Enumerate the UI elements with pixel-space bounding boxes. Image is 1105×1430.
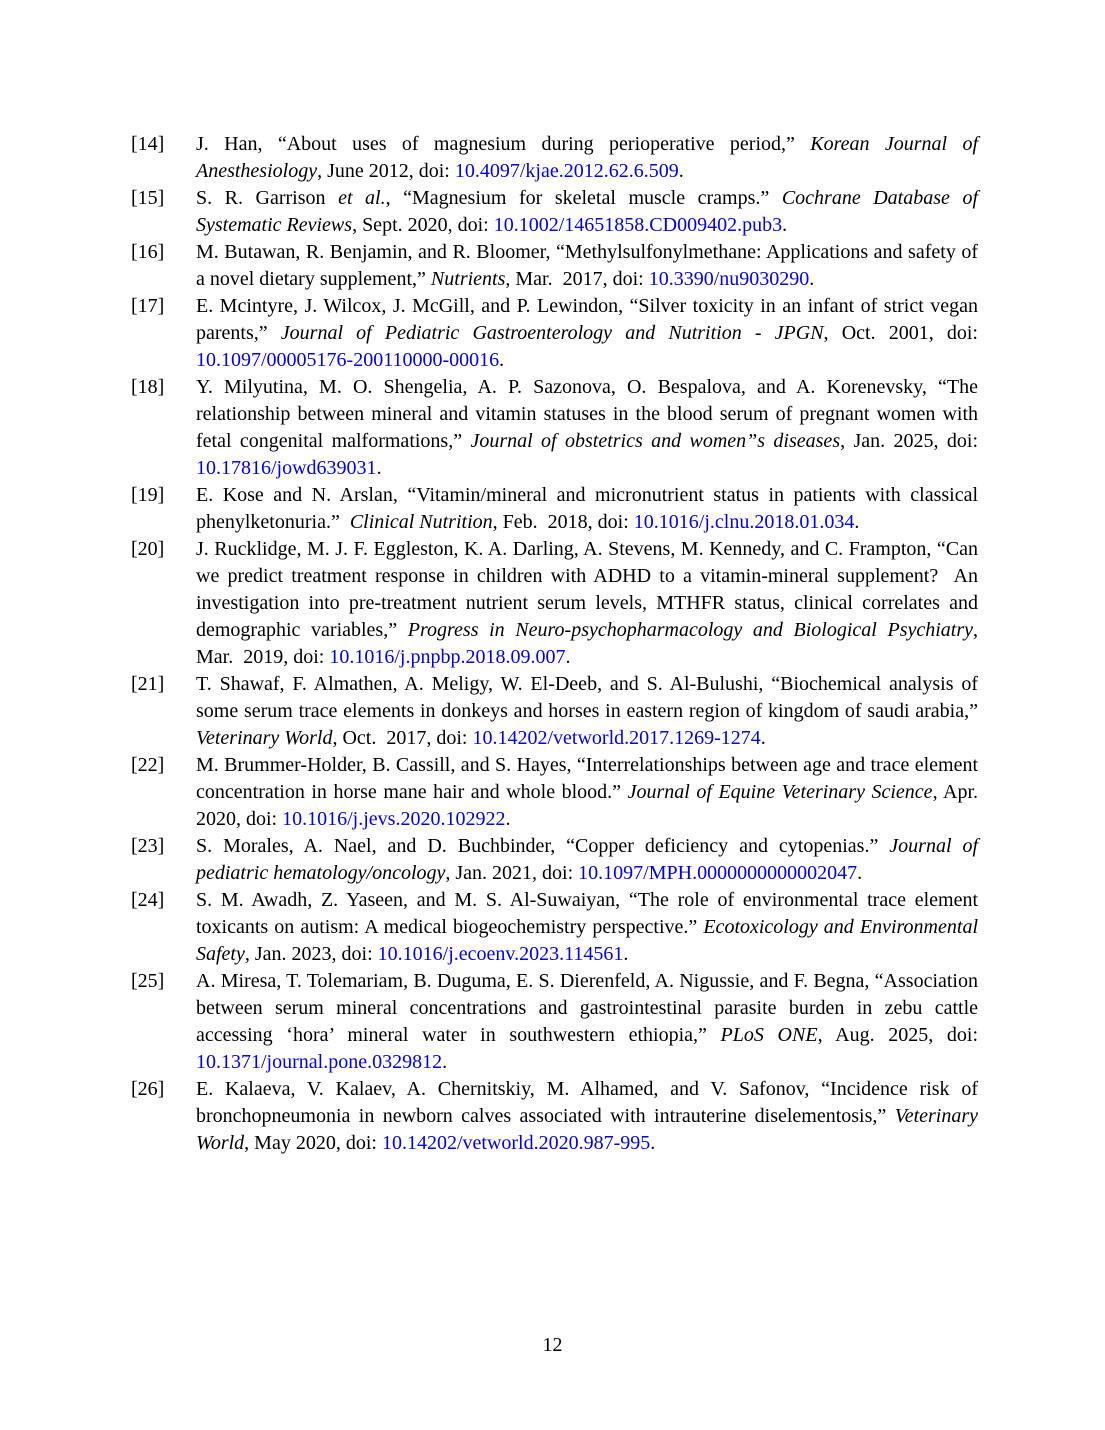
journal-name: et al. [338, 187, 386, 209]
journal-name: Nutrients [430, 268, 506, 290]
reference-label: [19] [131, 484, 165, 506]
reference-label: [22] [131, 754, 165, 776]
reference-entry [131, 374, 978, 482]
reference-label: [15] [131, 187, 165, 209]
reference-segment: . [782, 214, 788, 236]
reference-label: [18] [131, 376, 165, 398]
reference-text [196, 187, 978, 236]
reference-segment: . [650, 1132, 656, 1154]
reference-label: [23] [131, 835, 165, 857]
journal-name: Veterinary World [196, 727, 333, 749]
journal-name: Cochrane Database of Systematic Reviews [196, 187, 978, 236]
doi-link[interactable]: 10.1016/j.ecoenv.2023.114561 [377, 943, 624, 965]
reference-segment: , Feb. 2018, doi: [492, 511, 634, 533]
doi-link[interactable]: 10.3390/nu9030290 [648, 268, 810, 290]
reference-segment: E. Kose and N. Arslan, “Vitamin/mineral and micronutrient status in patients with classical phenylketonuria.” [196, 484, 978, 533]
page-number: 12 [542, 1334, 563, 1356]
reference-segment: T. Shawaf, F. Almathen, A. Meligy, W. El-Deeb, and S. Al-Bulushi, “Biochemical analysis of some serum trace elements in donkeys and horses in eastern region of kingdom of saudi arabia,” [196, 673, 978, 722]
reference-segment: J. Rucklidge, M. J. F. Eggleston, K. A. Darling, A. Stevens, M. Kennedy, and C. Frampton, “Can we predict treatment response in children with ADHD to a vitamin-mineral supplement? An investigation into pre-treatment nutrient serum levels, MTHFR status, clinical correlates and demographic variables,” [196, 538, 978, 641]
journal-name: Korean Journal of Anesthesiology [196, 133, 979, 182]
reference-segment: . [499, 349, 505, 371]
reference-label: [17] [131, 295, 165, 317]
reference-segment: A. Miresa, T. Tolemariam, B. Duguma, E. S. Dierenfeld, A. Nigussie, and F. Begna, “Association between serum mineral concentrations and gastrointestinal parasite burden in zebu cattle accessing ‘hora’ mineral water in southwestern ethiopia,” [196, 970, 978, 1046]
reference-label: [26] [131, 1078, 165, 1100]
reference-entry [131, 536, 978, 671]
reference-entry [131, 833, 978, 887]
reference-entry [131, 131, 978, 185]
reference-label: [14] [131, 133, 165, 155]
reference-text [196, 754, 978, 830]
reference-text [196, 133, 978, 182]
reference-segment: , May 2020, doi: [244, 1132, 382, 1154]
journal-name: Ecotoxicology and Environmental Safety [196, 916, 978, 965]
doi-link[interactable]: 10.14202/vetworld.2020.987-995 [381, 1132, 651, 1154]
doi-link[interactable]: 10.1016/j.clnu.2018.01.034 [633, 511, 855, 533]
reference-text [196, 295, 978, 371]
reference-segment: . [565, 646, 571, 668]
reference-entry [131, 185, 978, 239]
journal-name: Progress in Neuro-psychopharmacology and Biological Psychiatry [407, 619, 974, 641]
reference-text [196, 538, 978, 668]
reference-entry [131, 887, 978, 968]
journal-name: Journal of obstetrics and women”s diseases [470, 430, 841, 452]
reference-segment: , Mar. 2019, doi: [196, 619, 979, 668]
reference-list [131, 131, 978, 1157]
reference-entry [131, 968, 978, 1076]
reference-segment: S. Morales, A. Nael, and D. Buchbinder, “Copper deficiency and cytopenias.” [196, 835, 890, 857]
journal-name: Clinical Nutrition [349, 511, 493, 533]
reference-segment: , “Magnesium for skeletal muscle cramps.” [385, 187, 782, 209]
reference-text [196, 970, 978, 1073]
reference-segment: . [857, 862, 863, 884]
reference-segment: , Jan. 2021, doi: [445, 862, 579, 884]
reference-entry [131, 239, 978, 293]
reference-segment: , Apr. 2020, doi: [196, 781, 978, 830]
reference-text [196, 835, 978, 884]
reference-segment: S. M. Awadh, Z. Yaseen, and M. S. Al-Suwaiyan, “The role of environmental trace element toxicants on autism: A medical biogeochemistry perspective.” [196, 889, 978, 938]
doi-link[interactable]: 10.1097/00005176-200110000-00016 [196, 349, 500, 371]
reference-segment: J. Han, “About uses of magnesium during perioperative period,” [196, 133, 811, 155]
doi-link[interactable]: 10.1016/j.pnpbp.2018.09.007 [329, 646, 566, 668]
reference-text [196, 673, 978, 749]
doi-link[interactable]: 10.1002/14651858.CD009402.pub3 [493, 214, 783, 236]
journal-name: Journal of pediatric hematology/oncology [196, 835, 978, 884]
doi-link[interactable]: 10.14202/vetworld.2017.1269-1274 [472, 727, 761, 749]
reference-segment: , Aug. 2025, doi: [817, 1024, 979, 1046]
journal-name: Journal of Pediatric Gastroenterology and Nutrition - JPGN [280, 322, 824, 344]
doi-link[interactable]: 10.4097/kjae.2012.62.6.509 [454, 160, 679, 182]
reference-segment: . [376, 457, 382, 479]
reference-segment: , June 2012, doi: [317, 160, 455, 182]
reference-entry [131, 1076, 978, 1157]
reference-label: [21] [131, 673, 165, 695]
reference-segment: . [623, 943, 629, 965]
reference-segment: , Mar. 2017, doi: [505, 268, 649, 290]
reference-text [196, 241, 978, 290]
journal-name: Veterinary World [196, 1105, 978, 1154]
reference-segment: E. Mcintyre, J. Wilcox, J. McGill, and P. Lewindon, “Silver toxicity in an infant of strict vegan parents,” [196, 295, 978, 344]
reference-segment: M. Brummer-Holder, B. Cassill, and S. Hayes, “Interrelationships between age and trace element concentration in horse mane hair and whole blood.” [196, 754, 978, 803]
reference-segment: . [809, 268, 815, 290]
reference-entry [131, 671, 978, 752]
reference-label: [16] [131, 241, 165, 263]
journal-name: PLoS ONE [720, 1024, 818, 1046]
reference-entry [131, 293, 978, 374]
reference-text [196, 484, 978, 533]
reference-segment: . [760, 727, 766, 749]
doi-link[interactable]: 10.1371/journal.pone.0329812 [196, 1051, 443, 1073]
reference-segment: Y. Milyutina, M. O. Shengelia, A. P. Sazonova, O. Bespalova, and A. Korenevsky, “The relationship between mineral and vitamin statuses in the blood serum of pregnant women with fetal congenital malformations,” [196, 376, 978, 452]
reference-text [196, 889, 978, 965]
reference-segment: , Jan. 2023, doi: [244, 943, 378, 965]
reference-segment: , Oct. 2001, doi: [823, 322, 978, 344]
reference-segment: , Jan. 2025, doi: [840, 430, 978, 452]
reference-segment: , Sept. 2020, doi: [352, 214, 494, 236]
reference-entry [131, 482, 978, 536]
reference-segment: E. Kalaeva, V. Kalaev, A. Chernitskiy, M. Alhamed, and V. Safonov, “Incidence risk of bronchopneumonia in newborn calves associated with intrauterine diselementosis,” [196, 1078, 978, 1127]
doi-link[interactable]: 10.1016/j.jevs.2020.102922 [282, 808, 506, 830]
reference-segment: . [854, 511, 860, 533]
reference-text [196, 1078, 978, 1154]
journal-name: Journal of Equine Veterinary Science [627, 781, 933, 803]
reference-segment: . [505, 808, 511, 830]
reference-segment: . [678, 160, 684, 182]
doi-link[interactable]: 10.17816/jowd639031 [196, 457, 377, 479]
reference-text [196, 376, 978, 479]
reference-segment: S. R. Garrison [196, 187, 339, 209]
reference-entry [131, 752, 978, 833]
reference-label: [24] [131, 889, 165, 911]
reference-label: [20] [131, 538, 165, 560]
doi-link[interactable]: 10.1097/MPH.0000000000002047 [578, 862, 858, 884]
reference-label: [25] [131, 970, 165, 992]
reference-segment: . [442, 1051, 448, 1073]
reference-segment: M. Butawan, R. Benjamin, and R. Bloomer, “Methylsulfonylmethane: Applications and safety of a novel dietary supplement,” [196, 241, 978, 290]
reference-segment: , Oct. 2017, doi: [332, 727, 473, 749]
